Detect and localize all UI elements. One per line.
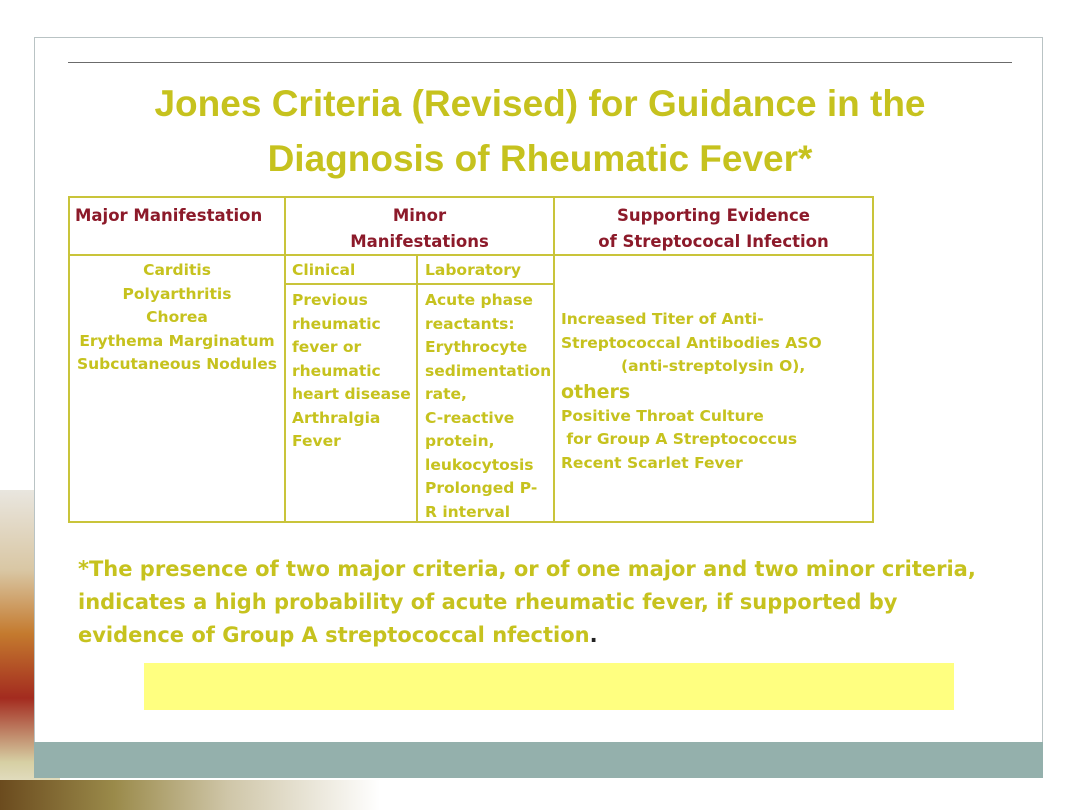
footer-band — [34, 742, 1043, 778]
title-line-1: Jones Criteria (Revised) for Guidance in the — [154, 83, 926, 124]
highlight-bar — [144, 663, 954, 710]
subheader-divider — [286, 283, 553, 285]
supporting-line: (anti-streptolysin O), — [621, 357, 806, 375]
major-criteria-list: Carditis Polyarthritis Chorea Erythema Marginatum Subcutaneous Nodules — [76, 261, 278, 373]
title-line-2: Diagnosis of Rheumatic Fever* — [267, 138, 813, 179]
supporting-line: Streptococcal Antibodies ASO — [561, 333, 822, 352]
header-supporting: Supporting Evidence of Streptococal Infection — [598, 206, 829, 251]
laboratory-criteria-list: Acute phase reactants: Erythrocyte sedimentation rate, C-reactive protein, leukocytosis Prolonged P- R interval — [425, 291, 552, 521]
supporting-line: Positive Throat Culture — [561, 406, 764, 425]
column-divider-clinical — [416, 256, 418, 521]
supporting-line-others: others — [561, 380, 631, 403]
supporting-line: Increased Titer of Anti- — [561, 310, 764, 328]
criteria-table — [68, 196, 874, 523]
supporting-line: for Group A Streptococcus — [561, 430, 798, 448]
slide-title — [68, 76, 1012, 186]
subheader-laboratory: Laboratory — [425, 261, 521, 279]
top-divider — [68, 62, 1012, 63]
supporting-evidence-list — [561, 308, 871, 475]
footnote-period: . — [589, 623, 598, 647]
footnote — [78, 553, 1008, 652]
supporting-line: Recent Scarlet Fever — [561, 453, 743, 472]
clinical-criteria-list: Previous rheumatic fever or rheumatic heart disease Arthralgia Fever — [292, 291, 411, 450]
subheader-clinical: Clinical — [292, 261, 356, 279]
header-minor: Minor Manifestations — [350, 206, 489, 251]
header-major: Major Manifestation — [75, 206, 263, 225]
footnote-text: *The presence of two major criteria, or of one major and two minor criteria, indicates a high probability of acute rheumatic fever, if supported by evidence of Group A streptococcal nfection — [78, 557, 976, 647]
decorative-photo-bottom — [0, 780, 380, 810]
